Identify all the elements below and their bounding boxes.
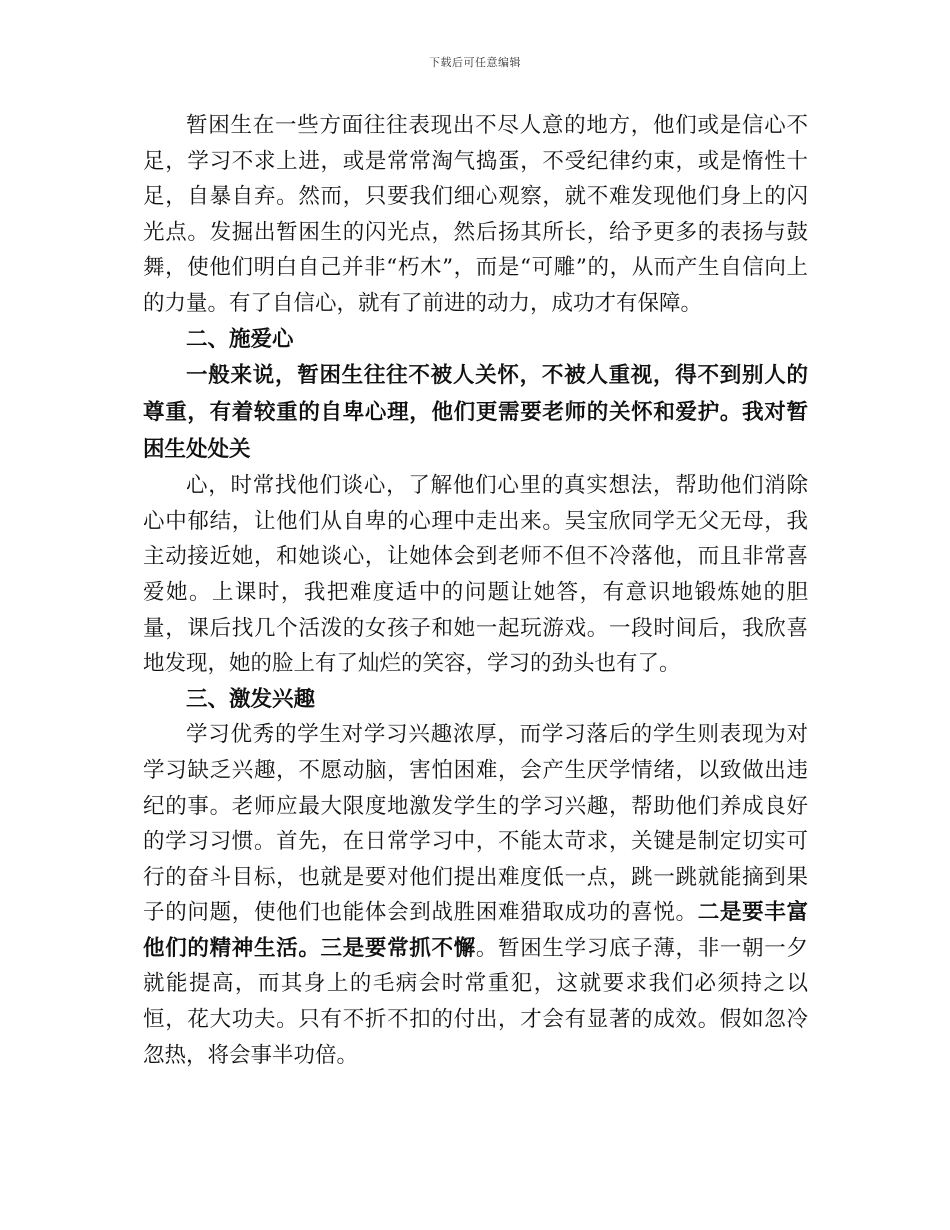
paragraph-3: 心，时常找他们谈心，了解他们心里的真实想法，帮助他们消除心中郁结，让他们从自卑的心理中走出来。吴宝欣同学无父无母，我主动接近她，和她谈心，让她体会到老师不但不冷落他，而且非常喜爱她。上课时，我把难度适中的问题让她答，有意识地锻炼她的胆量，课后找几个活泼的女孩子和她一起玩游戏。一段时间后，我欣喜地发现，她的脸上有了灿烂的笑容，学习的劲头也有了。 bbox=[143, 473, 808, 677]
page-header: 下载后可任意编辑 bbox=[429, 56, 521, 69]
section-heading-3: 三、激发兴趣 bbox=[186, 686, 316, 712]
paragraph-1: 暂困生在一些方面往往表现出不尽人意的地方，他们或是信心不足，学习不求上进，或是常常淘气捣蛋，不受纪律约束，或是惰性十足，自暴自弃。然而，只要我们细心观察，就不难发现他们身上的闪光点。发掘出暂困生的闪光点，然后扬其所长，给予更多的表扬与鼓舞，使他们明白自己并非“朽木”，而是“可雕”的，从而产生自信向上的力量。有了自信心，就有了前进的动力，成功才有保障。 bbox=[143, 113, 808, 316]
paragraph-4-part-1: 学习优秀的学生对学习兴趣浓厚，而学习落后的学生则表现为对学习缺乏兴趣，不愿动脑，害怕困难，会产生厌学情绪，以致做出违纪的事。老师应最大限度地激发学生的学习兴趣，帮助他们养成良好的学习习惯。首先，在日常学习中，不能太苛求，关键是制定切实可行的奋斗目标，也就是要对他们提出难度低一点，跳一跳就能摘到果子的问题，使他们也能体会到战胜困难猎取成功的喜悦。 bbox=[143, 722, 808, 926]
document-body bbox=[143, 108, 808, 1073]
section-heading-2: 二、施爱心 bbox=[186, 326, 294, 352]
paragraph-4 bbox=[143, 717, 808, 1073]
paragraph-4-part-2: 。暂困生学习底子薄，非一朝一夕就能提高，而其身上的毛病会时常重犯，这就要求我们必须持之以恒，花大功夫。只有不折不扣的付出，才会有显著的成效。假如忽冷忽热，将会事半功倍。 bbox=[143, 935, 808, 1068]
paragraph-4-bold-text: 二是要丰富他们的精神生活。三是要常抓不懈 bbox=[143, 900, 808, 961]
paragraph-2-bold: 一般来说，暂困生往往不被人关怀，不被人重视，得不到别人的尊重，有着较重的自卑心理，他们更需要老师的关怀和爱护。我对暂困生处处关 bbox=[143, 363, 808, 463]
